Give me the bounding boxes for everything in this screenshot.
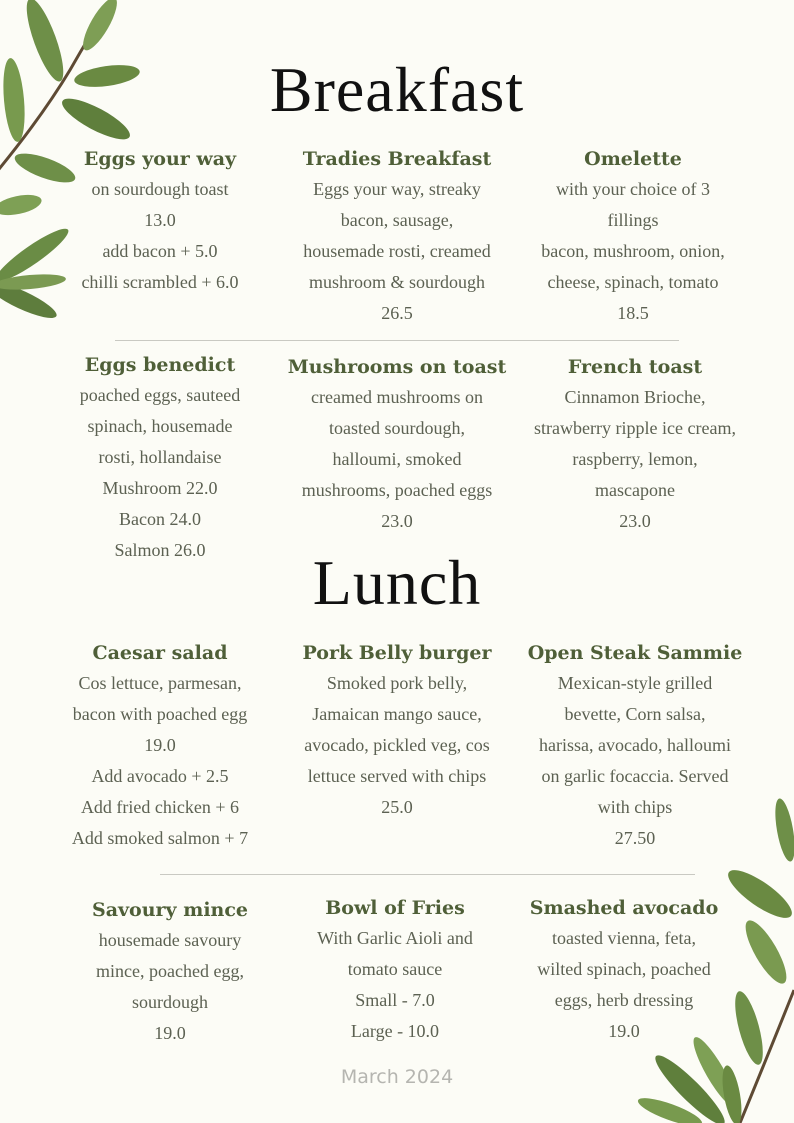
dish-name: Caesar salad	[92, 642, 228, 664]
dish-description-line: housemade savoury	[98, 930, 242, 950]
dish-price: Mushroom 22.0	[102, 478, 218, 498]
dish-description-line: creamed mushrooms on	[311, 387, 483, 407]
dish-extra: chilli scrambled + 6.0	[81, 272, 239, 292]
dish-description-line: sourdough	[132, 992, 208, 1012]
dish-description-line: Eggs your way, streaky	[313, 179, 481, 199]
dish-description-line: avocado, pickled veg, cos	[304, 735, 490, 755]
menu-item-eggs-your-way	[40, 144, 280, 298]
dish-description-line: Jamaican mango sauce,	[312, 704, 482, 724]
lunch-heading: Lunch	[312, 547, 482, 618]
menu-item-mushrooms-on-toast	[277, 352, 517, 537]
dish-name: Eggs your way	[83, 148, 237, 170]
dish-description-line: With Garlic Aioli and	[317, 928, 473, 948]
dish-description-line: with your choice of 3	[556, 179, 710, 199]
dish-name: Mushrooms on toast	[287, 356, 507, 378]
dish-description-line: spinach, housemade	[87, 416, 233, 436]
dish-extra: Add smoked salmon + 7	[71, 828, 249, 848]
dish-name: Tradies Breakfast	[302, 148, 492, 170]
dish-price: Large - 10.0	[350, 1021, 440, 1041]
menu-item-open-steak-sammie	[515, 638, 755, 854]
dish-extra: add bacon + 5.0	[102, 241, 218, 261]
dish-name: Pork Belly burger	[302, 642, 492, 664]
dish-description-line: halloumi, smoked	[332, 449, 462, 469]
dish-description-line: mascapone	[595, 480, 675, 500]
dish-description-line: Smoked pork belly,	[326, 673, 468, 693]
dish-name: French toast	[567, 356, 703, 378]
dish-description-line: mushroom & sourdough	[308, 272, 485, 292]
section-divider	[115, 340, 679, 341]
menu-item-smashed-avocado	[504, 893, 744, 1047]
menu-item-pork-belly-burger	[277, 638, 517, 823]
dish-price: Salmon 26.0	[114, 540, 206, 560]
dish-description-line: with chips	[597, 797, 673, 817]
dish-description-line: lettuce served with chips	[307, 766, 487, 786]
dish-description-line: bacon with poached egg	[72, 704, 248, 724]
menu-item-caesar-salad	[40, 638, 280, 854]
menu-date-footer: March 2024	[340, 1066, 454, 1088]
dish-price: 23.0	[381, 511, 413, 531]
dish-description-line: eggs, herb dressing	[554, 990, 694, 1010]
menu-item-french-toast	[515, 352, 755, 537]
dish-description-line: raspberry, lemon,	[572, 449, 698, 469]
dish-description-line: toasted vienna, feta,	[552, 928, 696, 948]
dish-description-line: cheese, spinach, tomato	[547, 272, 719, 292]
dish-price: 18.5	[617, 303, 649, 323]
breakfast-heading: Breakfast	[269, 54, 525, 125]
dish-description-line: bacon, sausage,	[340, 210, 454, 230]
dish-description-line: bacon, mushroom, onion,	[541, 241, 725, 261]
dish-description-line: fillings	[607, 210, 659, 230]
menu-item-eggs-benedict	[40, 350, 280, 566]
dish-description-line: harissa, avocado, halloumi	[539, 735, 731, 755]
dish-price: 26.5	[381, 303, 413, 323]
dish-description-line: bevette, Corn salsa,	[564, 704, 706, 724]
dish-name: Smashed avocado	[529, 897, 719, 919]
menu-item-omelette	[513, 144, 753, 329]
dish-description-line: wilted spinach, poached	[537, 959, 711, 979]
dish-price: Bacon 24.0	[119, 509, 201, 529]
dish-extra: Add fried chicken + 6	[80, 797, 240, 817]
dish-name: Open Steak Sammie	[527, 642, 743, 664]
menu-item-savoury-mince	[50, 895, 290, 1049]
dish-description-line: rosti, hollandaise	[98, 447, 222, 467]
dish-description-line: poached eggs, sauteed	[79, 385, 241, 405]
dish-price: Small - 7.0	[355, 990, 435, 1010]
dish-price: 19.0	[154, 1023, 186, 1043]
dish-price: 13.0	[144, 210, 176, 230]
dish-name: Omelette	[584, 148, 682, 170]
dish-name: Savoury mince	[91, 899, 249, 921]
dish-extra: Add avocado + 2.5	[91, 766, 229, 786]
dish-description-line: Cinnamon Brioche,	[564, 387, 706, 407]
dish-description-line: on sourdough toast	[91, 179, 229, 199]
dish-description-line: strawberry ripple ice cream,	[534, 418, 736, 438]
dish-description-line: housemade rosti, creamed	[303, 241, 491, 261]
menu-item-tradies-breakfast	[277, 144, 517, 329]
dish-price: 19.0	[144, 735, 176, 755]
dish-description-line: Mexican-style grilled	[557, 673, 713, 693]
dish-price: 27.50	[614, 828, 656, 848]
dish-description-line: toasted sourdough,	[329, 418, 465, 438]
dish-description-line: mince, poached egg,	[96, 961, 244, 981]
section-divider	[160, 874, 695, 875]
dish-name: Bowl of Fries	[325, 897, 465, 919]
dish-description-line: tomato sauce	[347, 959, 443, 979]
menu-item-bowl-of-fries	[275, 893, 515, 1047]
dish-description-line: mushrooms, poached eggs	[301, 480, 493, 500]
dish-description-line: on garlic focaccia. Served	[541, 766, 729, 786]
dish-description-line: Cos lettuce, parmesan,	[78, 673, 242, 693]
dish-price: 23.0	[619, 511, 651, 531]
dish-name: Eggs benedict	[84, 354, 236, 376]
dish-price: 19.0	[608, 1021, 640, 1041]
dish-price: 25.0	[381, 797, 413, 817]
